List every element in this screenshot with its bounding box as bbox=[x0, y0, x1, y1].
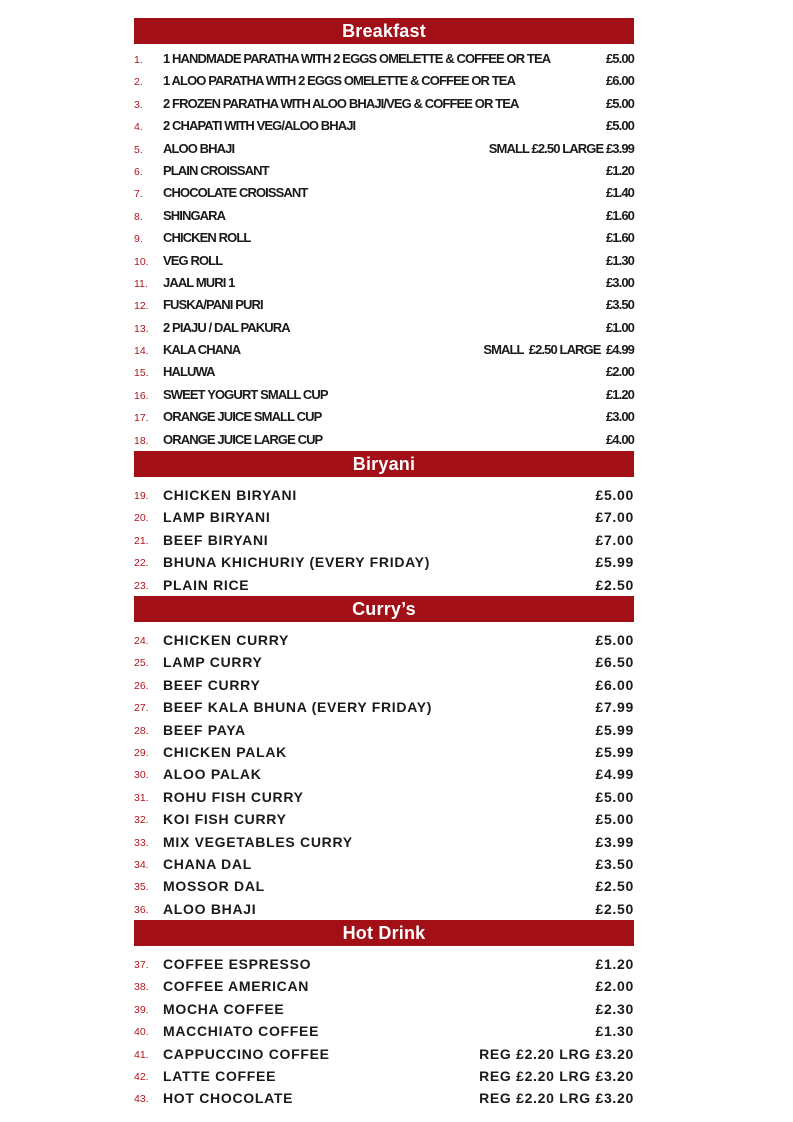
item-name: VEG ROLL bbox=[163, 252, 223, 268]
item-number: 17. bbox=[134, 412, 149, 425]
item-number: 14. bbox=[134, 345, 149, 358]
item-price: £5.00 bbox=[605, 118, 634, 134]
item-number: 12. bbox=[134, 300, 149, 313]
item-price: £2.30 bbox=[595, 1000, 634, 1017]
item-name: BEEF PAYA bbox=[163, 721, 246, 738]
section-header: Biryani bbox=[134, 451, 634, 477]
item-price: £2.50 bbox=[595, 878, 634, 895]
item-name: CHICKEN PALAK bbox=[163, 743, 287, 760]
item-name: 1 HANDMADE PARATHA WITH 2 EGGS OMELETTE & COFFEE OR TEA bbox=[163, 51, 551, 66]
item-name: MOCHA COFFEE bbox=[163, 1000, 285, 1017]
menu-item bbox=[134, 48, 634, 70]
item-price: £5.00 bbox=[605, 51, 634, 66]
item-price: SMALL £2.50 LARGE £3.99 bbox=[488, 140, 634, 156]
menu-list bbox=[134, 477, 634, 596]
item-name: LATTE COFFEE bbox=[163, 1068, 277, 1085]
menu-list bbox=[134, 946, 634, 1110]
item-number: 31. bbox=[134, 791, 149, 804]
item-number: 6. bbox=[134, 165, 143, 178]
menu-item bbox=[134, 429, 634, 451]
item-number: 3. bbox=[134, 98, 143, 111]
menu-item bbox=[134, 898, 634, 920]
item-name: KOI FISH CURRY bbox=[163, 811, 287, 828]
item-number: 9. bbox=[134, 233, 143, 246]
item-name: HOT CHOCOLATE bbox=[163, 1090, 294, 1107]
item-price: £7.00 bbox=[595, 531, 634, 548]
item-name: BHUNA KHICHURIY (EVERY FRIDAY) bbox=[163, 554, 431, 571]
item-number: 1. bbox=[134, 54, 143, 66]
menu-item bbox=[134, 1087, 634, 1109]
item-price: £6.50 bbox=[595, 654, 634, 671]
item-number: 26. bbox=[134, 679, 149, 692]
item-number: 5. bbox=[134, 143, 143, 156]
item-number: 27. bbox=[134, 702, 149, 715]
item-name: SHINGARA bbox=[163, 207, 226, 223]
item-price: £2.50 bbox=[595, 576, 634, 593]
item-price: £2.00 bbox=[605, 364, 634, 380]
item-price: £5.99 bbox=[595, 554, 634, 571]
item-price: £7.99 bbox=[595, 699, 634, 716]
menu-item bbox=[134, 506, 634, 528]
item-price: £3.00 bbox=[605, 409, 634, 425]
item-name: MIX VEGETABLES CURRY bbox=[163, 833, 353, 850]
menu-item bbox=[134, 406, 634, 428]
item-price: £1.30 bbox=[605, 252, 634, 268]
item-price: £1.20 bbox=[595, 956, 634, 973]
item-price: £1.60 bbox=[605, 207, 634, 223]
menu-item bbox=[134, 629, 634, 651]
menu-item bbox=[134, 93, 634, 115]
item-price: £5.00 bbox=[605, 95, 634, 111]
item-name: CAPPUCCINO COFFEE bbox=[163, 1045, 330, 1062]
item-number: 36. bbox=[134, 903, 149, 916]
item-number: 29. bbox=[134, 746, 149, 759]
item-number: 42. bbox=[134, 1071, 149, 1084]
item-number: 40. bbox=[134, 1026, 149, 1039]
item-name: FUSKA/PANI PURI bbox=[163, 297, 263, 313]
menu-item bbox=[134, 651, 634, 673]
menu-item bbox=[134, 786, 634, 808]
item-name: ROHU FISH CURRY bbox=[163, 788, 304, 805]
item-price: £7.00 bbox=[595, 509, 634, 526]
item-price: £5.00 bbox=[595, 788, 634, 805]
item-name: CHICKEN CURRY bbox=[163, 631, 290, 648]
item-name: CHICKEN ROLL bbox=[163, 230, 251, 246]
item-price: £5.00 bbox=[595, 811, 634, 828]
item-price: £1.60 bbox=[605, 230, 634, 246]
item-price: REG £2.20 LRG £3.20 bbox=[479, 1068, 634, 1085]
item-number: 32. bbox=[134, 814, 149, 827]
item-price: £2.00 bbox=[595, 978, 634, 995]
section-header: Curry’s bbox=[134, 596, 634, 622]
menu-item bbox=[134, 1043, 634, 1065]
item-price: £6.00 bbox=[595, 676, 634, 693]
item-price: REG £2.20 LRG £3.20 bbox=[479, 1045, 634, 1062]
item-number: 16. bbox=[134, 389, 149, 402]
menu-item bbox=[134, 70, 634, 92]
item-name: BEEF CURRY bbox=[163, 676, 261, 693]
menu-item bbox=[134, 875, 634, 897]
menu-page bbox=[134, 18, 634, 1110]
item-name: BEEF KALA BHUNA (EVERY FRIDAY) bbox=[163, 699, 433, 716]
item-name: COFFEE AMERICAN bbox=[163, 978, 310, 995]
item-number: 24. bbox=[134, 634, 149, 647]
item-price: £4.00 bbox=[605, 431, 634, 447]
item-name: PLAIN RICE bbox=[163, 576, 250, 593]
item-number: 41. bbox=[134, 1048, 149, 1061]
item-price: £5.99 bbox=[595, 721, 634, 738]
item-number: 7. bbox=[134, 188, 143, 201]
item-number: 11. bbox=[134, 277, 148, 290]
item-number: 39. bbox=[134, 1003, 149, 1016]
item-number: 30. bbox=[134, 769, 149, 782]
item-name: 2 FROZEN PARATHA WITH ALOO BHAJI/VEG & COFFEE OR TEA bbox=[163, 95, 519, 111]
item-number: 35. bbox=[134, 881, 149, 894]
menu-item bbox=[134, 529, 634, 551]
item-price: £3.50 bbox=[595, 855, 634, 872]
item-name: BEEF BIRYANI bbox=[163, 531, 269, 548]
item-name: LAMP BIRYANI bbox=[163, 509, 271, 526]
item-name: SWEET YOGURT SMALL CUP bbox=[163, 386, 328, 402]
item-price: £3.00 bbox=[605, 274, 634, 290]
item-price: £5.00 bbox=[595, 631, 634, 648]
item-price: £3.50 bbox=[605, 297, 634, 313]
menu-item bbox=[134, 551, 634, 573]
menu-item bbox=[134, 160, 634, 182]
item-number: 2. bbox=[134, 76, 143, 89]
item-number: 33. bbox=[134, 836, 149, 849]
menu-item bbox=[134, 339, 634, 361]
menu-item bbox=[134, 831, 634, 853]
item-number: 8. bbox=[134, 210, 143, 223]
menu-item bbox=[134, 975, 634, 997]
section-header: Breakfast bbox=[134, 18, 634, 44]
menu-item bbox=[134, 808, 634, 830]
menu-item bbox=[134, 250, 634, 272]
item-name: ALOO PALAK bbox=[163, 766, 262, 783]
item-price: £1.30 bbox=[595, 1023, 634, 1040]
menu-item bbox=[134, 227, 634, 249]
item-price: £1.00 bbox=[605, 319, 634, 335]
item-name: CHICKEN BIRYANI bbox=[163, 487, 297, 504]
item-name: ORANGE JUICE SMALL CUP bbox=[163, 409, 322, 425]
item-name: JAAL MURI 1 bbox=[163, 274, 235, 290]
item-price: £1.20 bbox=[605, 162, 634, 178]
item-number: 13. bbox=[134, 322, 149, 335]
item-number: 23. bbox=[134, 579, 149, 592]
menu-item bbox=[134, 763, 634, 785]
section-currys bbox=[134, 596, 634, 920]
item-name: MOSSOR DAL bbox=[163, 878, 265, 895]
item-name: 2 CHAPATI WITH VEG/ALOO BHAJI bbox=[163, 118, 356, 134]
menu-item bbox=[134, 853, 634, 875]
item-price: £6.00 bbox=[605, 73, 634, 89]
item-name: ALOO BHAJI bbox=[163, 140, 235, 156]
menu-item bbox=[134, 272, 634, 294]
menu-item bbox=[134, 361, 634, 383]
item-name: HALUWA bbox=[163, 364, 215, 380]
menu-item bbox=[134, 998, 634, 1020]
item-name: 2 PIAJU / DAL PAKURA bbox=[163, 319, 290, 335]
section-biryani bbox=[134, 451, 634, 596]
item-price: £5.00 bbox=[595, 487, 634, 504]
menu-item bbox=[134, 317, 634, 339]
item-number: 37. bbox=[134, 959, 149, 972]
menu-item bbox=[134, 719, 634, 741]
section-hot-drink bbox=[134, 920, 634, 1110]
item-number: 43. bbox=[134, 1093, 149, 1106]
menu-list bbox=[134, 622, 634, 920]
item-name: CHOCOLATE CROISSANT bbox=[163, 185, 308, 201]
item-number: 21. bbox=[134, 534, 149, 547]
item-number: 15. bbox=[134, 367, 149, 380]
item-price: £1.20 bbox=[605, 386, 634, 402]
item-number: 38. bbox=[134, 981, 149, 994]
menu-item bbox=[134, 115, 634, 137]
item-price: £5.99 bbox=[595, 743, 634, 760]
item-name: MACCHIATO COFFEE bbox=[163, 1023, 320, 1040]
menu-item bbox=[134, 953, 634, 975]
section-header: Hot Drink bbox=[134, 920, 634, 946]
item-name: KALA CHANA bbox=[163, 342, 241, 358]
item-price: £1.40 bbox=[605, 185, 634, 201]
item-name: ALOO BHAJI bbox=[163, 900, 257, 917]
menu-item bbox=[134, 205, 634, 227]
item-number: 19. bbox=[134, 490, 149, 503]
item-name: 1 ALOO PARATHA WITH 2 EGGS OMELETTE & COFFEE OR TEA bbox=[163, 73, 516, 89]
item-number: 34. bbox=[134, 858, 149, 871]
item-name: LAMP CURRY bbox=[163, 654, 263, 671]
menu-item bbox=[134, 696, 634, 718]
item-price: £2.50 bbox=[595, 900, 634, 917]
item-price: £4.99 bbox=[595, 766, 634, 783]
menu-item bbox=[134, 384, 634, 406]
menu-item bbox=[134, 741, 634, 763]
menu-item bbox=[134, 138, 634, 160]
item-price: SMALL £2.50 LARGE £4.99 bbox=[483, 342, 634, 358]
item-number: 18. bbox=[134, 434, 149, 447]
item-price: REG £2.20 LRG £3.20 bbox=[479, 1090, 634, 1107]
item-number: 10. bbox=[134, 255, 149, 268]
item-number: 25. bbox=[134, 657, 149, 670]
item-price: £3.99 bbox=[595, 833, 634, 850]
item-name: ORANGE JUICE LARGE CUP bbox=[163, 431, 323, 447]
item-number: 20. bbox=[134, 512, 149, 525]
item-name: CHANA DAL bbox=[163, 855, 252, 872]
menu-item bbox=[134, 674, 634, 696]
section-breakfast bbox=[134, 18, 634, 451]
menu-item bbox=[134, 574, 634, 596]
menu-item bbox=[134, 1020, 634, 1042]
menu-list bbox=[134, 44, 634, 451]
menu-item bbox=[134, 484, 634, 506]
menu-item bbox=[134, 294, 634, 316]
item-number: 4. bbox=[134, 121, 143, 134]
item-name: PLAIN CROISSANT bbox=[163, 162, 269, 178]
item-name: COFFEE ESPRESSO bbox=[163, 956, 312, 973]
item-number: 28. bbox=[134, 724, 149, 737]
menu-item bbox=[134, 1065, 634, 1087]
item-number: 22. bbox=[134, 557, 149, 570]
menu-item bbox=[134, 182, 634, 204]
